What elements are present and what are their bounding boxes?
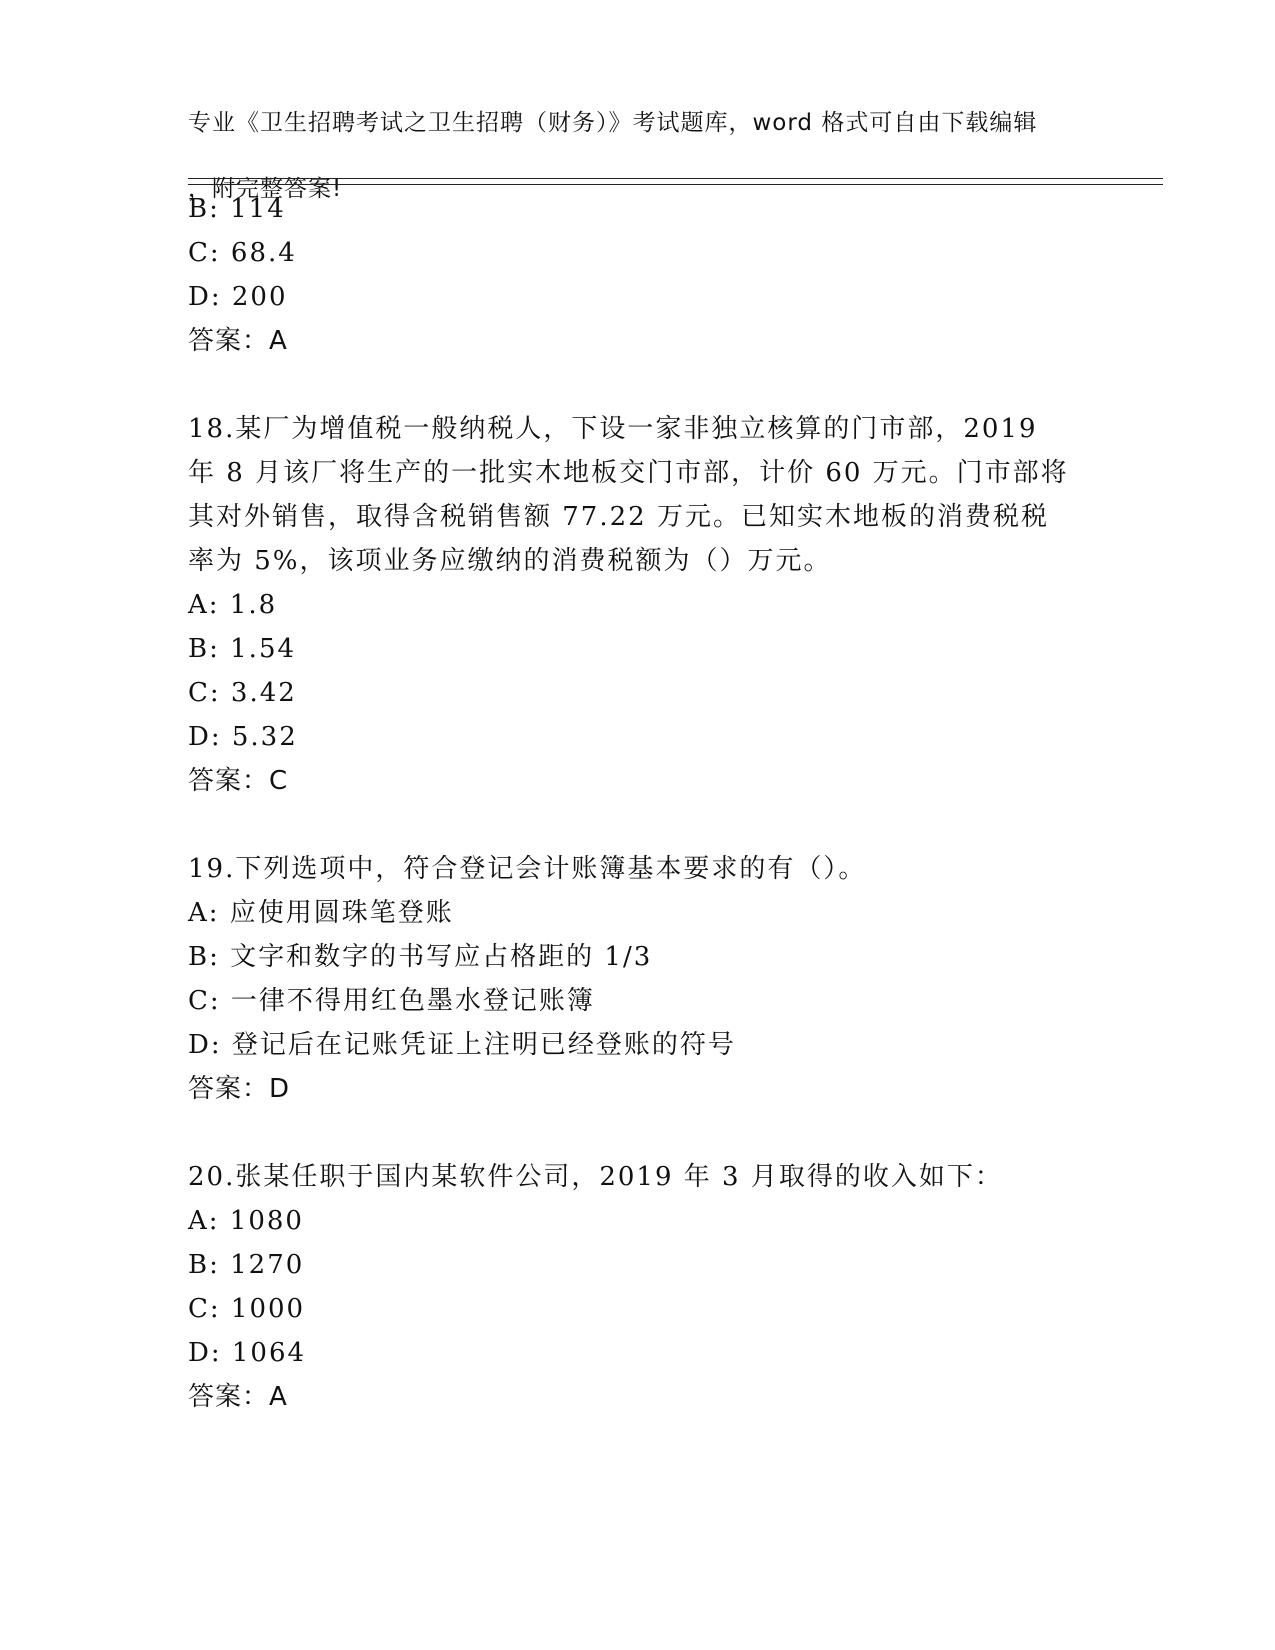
header-divider-top <box>188 178 1163 179</box>
q17-option-b: B: 114 <box>188 194 286 224</box>
q18-option-a: A: 1.8 <box>188 590 278 620</box>
q18-stem-line2: 年 8 月该厂将生产的一批实木地板交门市部，计价 60 万元。门市部将 <box>188 458 1069 488</box>
header-title-line2: ，附完整答案! <box>188 176 343 202</box>
q18-option-d: D: 5.32 <box>188 722 298 752</box>
q18-stem-line3: 其对外销售，取得含税销售额 77.22 万元。已知实木地板的消费税税 <box>188 502 1049 532</box>
q19-stem: 19.下列选项中，符合登记会计账簿基本要求的有（）。 <box>188 854 867 884</box>
q19-answer: 答案：D <box>188 1074 291 1104</box>
q18-option-b: B: 1.54 <box>188 634 297 664</box>
q20-option-a: A: 1080 <box>188 1206 304 1236</box>
q19-option-a: A: 应使用圆珠笔登账 <box>188 898 454 928</box>
header-divider-bottom <box>188 184 1163 185</box>
q18-option-c: C: 3.42 <box>188 678 297 708</box>
q18-answer: 答案：C <box>188 766 289 796</box>
q18-stem-line1: 18.某厂为增值税一般纳税人，下设一家非独立核算的门市部，2019 <box>188 414 1038 444</box>
header-title-line1: 专业《卫生招聘考试之卫生招聘（财务）》考试题库，word 格式可自由下载编辑 <box>188 110 1038 136</box>
q17-answer: 答案：A <box>188 326 288 356</box>
q20-option-b: B: 1270 <box>188 1250 305 1280</box>
document-header <box>188 74 1088 206</box>
q20-option-c: C: 1000 <box>188 1294 306 1324</box>
q19-option-b: B: 文字和数字的书写应占格距的 1/3 <box>188 942 653 972</box>
q20-answer: 答案：A <box>188 1382 288 1412</box>
q19-option-c: C: 一律不得用红色墨水登记账簿 <box>188 986 595 1016</box>
q17-option-d: D: 200 <box>188 282 288 312</box>
q20-stem: 20.张某任职于国内某软件公司，2019 年 3 月取得的收入如下： <box>188 1162 1003 1192</box>
q18-stem-line4: 率为 5%，该项业务应缴纳的消费税额为（）万元。 <box>188 546 832 576</box>
q20-option-d: D: 1064 <box>188 1338 307 1368</box>
q17-option-c: C: 68.4 <box>188 238 297 268</box>
q19-option-d: D: 登记后在记账凭证上注明已经登账的符号 <box>188 1030 736 1060</box>
